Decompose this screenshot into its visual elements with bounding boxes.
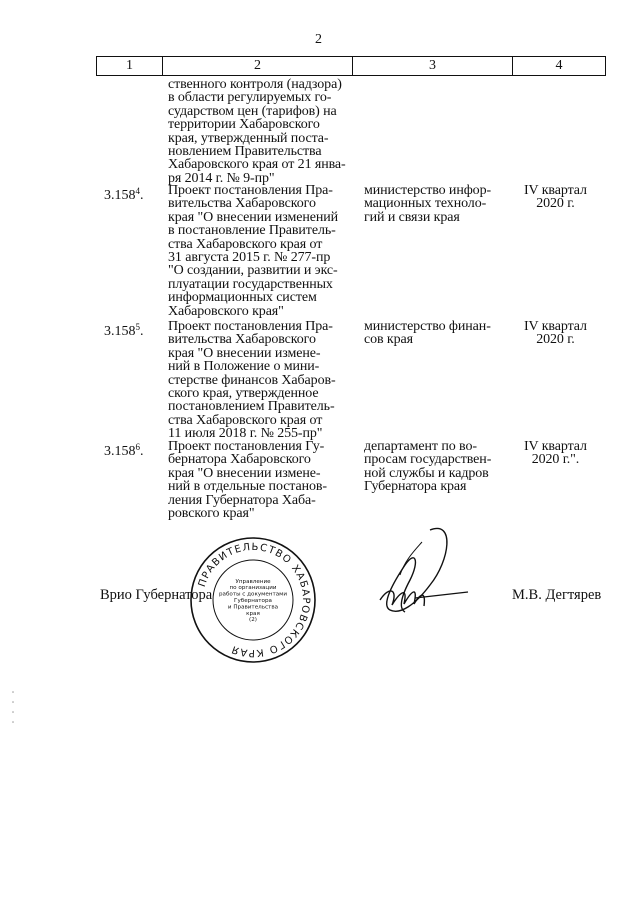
responsible-body <box>364 184 491 224</box>
row-number-sup: 4 <box>135 186 140 196</box>
signatory-role: Врио Губернатора <box>100 587 213 603</box>
handwritten-signature <box>360 520 470 630</box>
deadline <box>524 320 587 347</box>
stamp-inner-line: Управление <box>235 578 271 585</box>
deadline <box>524 440 587 467</box>
text-line: сов края <box>364 332 413 348</box>
row-number-sup: 5 <box>135 322 140 332</box>
text-line: IV квартал <box>524 183 587 198</box>
text-line: ственного контроля (надзора) <box>168 77 342 92</box>
text-line: IV квартал <box>524 439 587 454</box>
row-number: 3.158$^5$. <box>104 322 144 339</box>
text-line: 2020 г. <box>536 332 575 348</box>
text-line: ства Хабаровского края от <box>168 412 323 428</box>
text-line: сударством цен (тарифов) на <box>168 103 337 119</box>
row-number-sup: 6 <box>135 442 140 452</box>
text-line: ства Хабаровского края от <box>168 236 323 252</box>
text-line: новлением Правительства <box>168 144 322 160</box>
column-header-4: 4 <box>555 58 563 73</box>
text-line: 31 августа 2015 г. № 277-пр <box>168 250 331 266</box>
row-number-base: 3.158 <box>104 444 136 459</box>
row-number-base: 3.158 <box>104 324 136 339</box>
text-line: края "О внесении измене- <box>168 465 321 481</box>
text-line: ной службы и кадров <box>364 465 489 481</box>
text-line: вительства Хабаровского <box>168 196 316 212</box>
text-line: ровского края" <box>168 506 255 522</box>
text-line: вительства Хабаровского <box>168 332 316 348</box>
column-header-3: 3 <box>353 57 513 75</box>
text-line: Проект постановления Гу- <box>168 439 325 454</box>
text-line: Проект постановления Пра- <box>168 183 333 198</box>
text-line: края, утвержденный поста- <box>168 130 329 146</box>
official-stamp <box>188 535 318 665</box>
column-header-2: 2 <box>163 57 353 75</box>
text-line: ления Губернатора Хаба- <box>168 492 316 508</box>
row-number: 3.158$^4$. <box>104 186 144 203</box>
text-line: департамент по во- <box>364 439 477 454</box>
text-line: 2020 г.". <box>531 452 580 468</box>
stamp-outer-text: ПРАВИТЕЛЬСТВО ХАБАРОВСКОГО КРАЯ <box>196 541 312 659</box>
column-header-1: 1 <box>97 57 163 75</box>
table-header <box>96 56 606 76</box>
page-number: 2 <box>315 32 322 47</box>
text-line: IV квартал <box>524 319 587 334</box>
text-line: Проект постановления Пра- <box>168 319 333 334</box>
continuation-text <box>168 78 346 185</box>
stamp-inner-line: по организации <box>229 585 277 592</box>
text-line: ского края, утвержденное <box>168 386 319 402</box>
stamp-inner-text <box>219 579 287 623</box>
document-title <box>168 320 336 441</box>
text-line: Хабаровского края от 21 янва- <box>168 157 346 173</box>
text-line: в области регулируемых го- <box>168 90 332 106</box>
row-number-base: 3.158 <box>104 188 136 203</box>
row-number: 3.158$^6$. <box>104 442 144 459</box>
text-line: стерстве финансов Хабаров- <box>168 372 336 388</box>
text-line: в постановление Правитель- <box>168 223 336 239</box>
text-line: края "О внесении измене- <box>168 345 321 361</box>
stamp-inner-line: края <box>246 610 260 617</box>
text-line: мационных техноло- <box>364 196 487 212</box>
text-line: края "О внесении изменений <box>168 209 339 225</box>
text-line: 2020 г. <box>536 196 575 212</box>
text-line: Хабаровского края" <box>168 303 284 319</box>
text-line: ний в Положение о мини- <box>168 359 320 375</box>
text-line: министерство финан- <box>364 319 491 334</box>
deadline <box>524 184 587 211</box>
text-line: министерство инфор- <box>364 183 492 198</box>
document-title <box>168 184 338 318</box>
text-line: 11 июля 2018 г. № 255-пр" <box>168 426 323 442</box>
stamp-inner-line: (2) <box>249 617 257 624</box>
text-line: постановлением Правитель- <box>168 399 335 415</box>
stamp-inner-line: и Правительства <box>227 604 279 611</box>
margin-marks <box>12 690 14 730</box>
text-line: информационных систем <box>168 290 317 306</box>
text-line: "О создании, развитии и экс- <box>168 263 338 279</box>
responsible-body <box>364 440 491 494</box>
text-line: Губернатора края <box>364 479 467 495</box>
stamp-inner-line: Губернатора <box>234 598 272 604</box>
text-line: гий и связи края <box>364 209 460 225</box>
text-line: ний в отдельные постанов- <box>168 479 327 495</box>
text-line: бернатора Хабаровского <box>168 452 311 468</box>
stamp-inner-line: работы с документами <box>219 591 287 598</box>
signatory-name: М.В. Дегтярев <box>512 587 602 603</box>
text-line: ря 2014 г. № 9-пр" <box>168 170 275 186</box>
text-line: просам государствен- <box>364 452 492 468</box>
document-title <box>168 440 327 520</box>
responsible-body <box>364 320 491 347</box>
text-line: территории Хабаровского <box>168 117 320 133</box>
text-line: плуатации государственных <box>168 276 333 292</box>
